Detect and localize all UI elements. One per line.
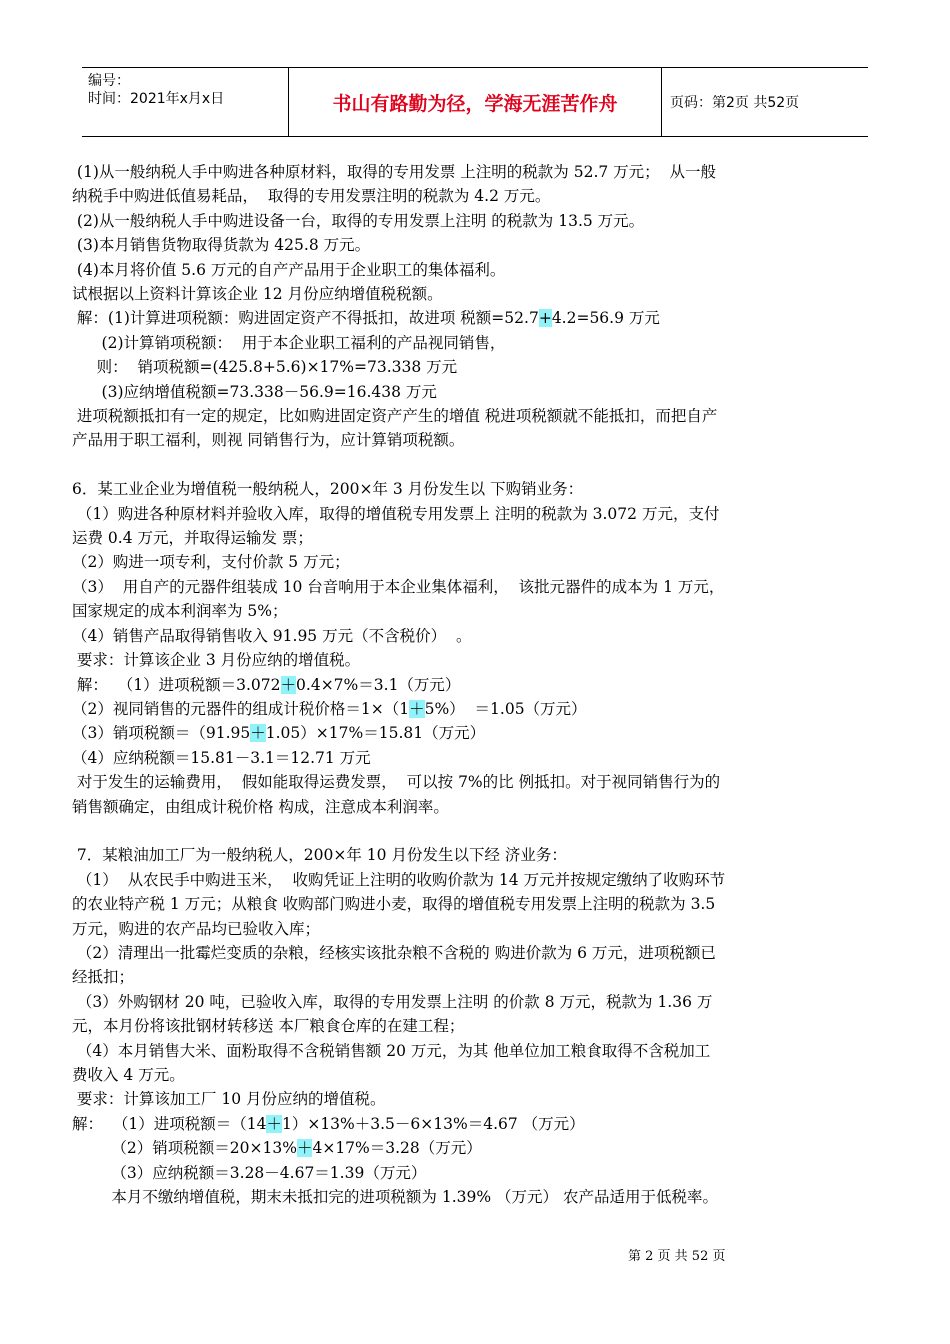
text-line: （2）购进一项专利，支付价款 5 万元； <box>72 553 350 572</box>
text-line: (3)应纳增值税额=73.338－56.9=16.438 万元 <box>72 382 437 401</box>
text-segment: （2）视同销售的元器件的组成计税价格＝1×（1 <box>72 699 410 718</box>
text-line <box>72 306 882 330</box>
text-line <box>72 1136 882 1160</box>
text-line: （3）应纳税额＝3.28－4.67＝1.39（万元） <box>72 1163 427 1182</box>
text-line: （4）销售产品取得销售收入 91.95 万元（不含税价） 。 <box>72 626 472 645</box>
paragraph-gap <box>72 819 882 843</box>
text-line: 则： 销项税额=(425.8+5.6)×17%=73.338 万元 <box>72 358 458 377</box>
text-line: （4）应纳税额＝15.81－3.1＝12.71 万元 <box>72 748 371 767</box>
highlighted-plus-sign: ＋ <box>250 724 266 743</box>
text-segment: 解： （1）进项税额＝（14 <box>72 1114 267 1133</box>
page-footer: 第 2 页 共 52 页 <box>628 1249 726 1264</box>
text-line: (2)从一般纳税人手中购进设备一台，取得的专用发票上注明 的税款为 13.5 万元。 <box>72 211 645 230</box>
text-line: 费收入 4 万元。 <box>72 1066 185 1084</box>
text-line: 的农业特产税 1 万元；从粮食 收购部门购进小麦，取得的增值税专用发票上注明的税款为 3.5 <box>72 895 716 914</box>
text-line: (1)从一般纳税人手中购进各种原材料，取得的专用发票 上注明的税款为 52.7 万元； 从一般 <box>72 163 717 181</box>
text-line: 销售额确定，由组成计税价格 构成，注意成本利润率。 <box>72 797 449 816</box>
text-segment: 0.4×7%＝3.1（万元） <box>296 675 461 694</box>
text-segment: 1.05）×17%＝15.81（万元） <box>265 724 486 743</box>
text-line <box>72 721 882 745</box>
header-table <box>82 67 868 137</box>
text-segment: 5%） ＝1.05（万元） <box>424 699 587 718</box>
text-line <box>72 697 882 721</box>
text-line: 试根据以上资料计算该企业 12 月份应纳增值税税额。 <box>72 285 443 304</box>
document-body <box>72 160 882 1209</box>
doc-time-label: 时间：2021年x月x日 <box>88 91 225 107</box>
text-line: 经抵扣； <box>72 968 135 987</box>
text-line <box>72 1112 882 1136</box>
highlighted-plus-sign: ＋ <box>296 1139 313 1158</box>
highlighted-plus-sign: ＋ <box>280 675 297 694</box>
text-line: （3） 用自产的元器件组装成 10 台音响用于本企业集体福利， 该批元器件的成本为 1 万元， <box>72 577 725 596</box>
text-line: 元，本月份将该批钢材转移送 本厂粮食仓库的在建工程； <box>72 1017 465 1036</box>
header-info <box>82 68 288 136</box>
text-segment: 解： （1）进项税额＝3.072 <box>72 675 281 694</box>
text-line: 要求：计算该加工厂 10 月份应纳的增值税。 <box>72 1090 386 1109</box>
text-segment: （3）销项税额＝（91.95 <box>72 724 251 743</box>
text-line: 6．某工业企业为增值税一般纳税人，200×年 3 月份发生以 下购销业务： <box>72 480 584 499</box>
text-line: 产品用于职工福利，则视 同销售行为，应计算销项税额。 <box>72 431 465 450</box>
text-line: 国家规定的成本利润率为 5%； <box>72 602 288 621</box>
text-line: (2)计算销项税额： 用于本企业职工福利的产品视同销售， <box>72 333 506 352</box>
header-page-label: 页码：第2页 共52页 <box>670 95 800 111</box>
text-segment: 4×17%＝3.28（万元） <box>312 1139 482 1158</box>
highlighted-plus-sign: ＋ <box>409 699 425 718</box>
highlighted-plus-sign: + <box>538 309 552 328</box>
text-line: 万元，购进的农产品均已验收入库； <box>72 919 321 938</box>
header-motto: 书山有路勤为径，学海无涯苦作舟 <box>288 68 662 136</box>
text-segment: （2）销项税额＝20×13% <box>72 1139 297 1158</box>
doc-number-label: 编号： <box>88 73 130 89</box>
text-line: 本月不缴纳增值税，期末未抵扣完的进项税额为 1.39% （万元） 农产品适用于低税率。 <box>72 1188 718 1207</box>
text-segment: 4.2=56.9 万元 <box>551 309 660 328</box>
text-line: 纳税手中购进低值易耗品， 取得的专用发票注明的税款为 4.2 万元。 <box>72 187 551 206</box>
text-line: 运费 0.4 万元，并取得运输发 票； <box>72 529 313 548</box>
text-line: 要求：计算该企业 3 月份应纳的增值税。 <box>72 651 361 670</box>
text-line: 7．某粮油加工厂为一般纳税人，200×年 10 月份发生以下经 济业务： <box>72 846 567 865</box>
text-line: (4)本月将价值 5.6 万元的自产产品用于企业职工的集体福利。 <box>72 260 506 279</box>
text-line <box>72 673 882 697</box>
text-line: 进项税额抵扣有一定的规定，比如购进固定资产产生的增值 税进项税额就不能抵扣，而把自产 <box>72 407 718 426</box>
text-line: （2）清理出一批霉烂变质的杂粮，经核实该批杂粮不含税的 购进价款为 6 万元，进项税额已 <box>72 943 716 962</box>
text-segment: 1）×13%＋3.5－6×13%＝4.67 （万元） <box>281 1114 585 1133</box>
paragraph-gap <box>72 453 882 477</box>
text-line: （4）本月销售大米、面粉取得不含税销售额 20 万元，为其 他单位加工粮食取得不含税加工 <box>72 1041 711 1060</box>
text-line: （1）购进各种原材料并验收入库，取得的增值税专用发票上 注明的税款为 3.072 万元，支付 <box>72 504 720 523</box>
text-segment: 解：(1)计算进项税额：购进固定资产不得抵扣，故进项 税额=52.7 <box>72 309 539 328</box>
text-line: (3)本月销售货物取得货款为 425.8 万元。 <box>72 236 371 255</box>
text-line: （1） 从农民手中购进玉米， 收购凭证上注明的收购价款为 14 万元并按规定缴纳了收购环节 <box>72 870 726 889</box>
text-line: 对于发生的运输费用， 假如能取得运费发票， 可以按 7%的比 例抵扣。对于视同销售行为的 <box>72 773 721 792</box>
highlighted-plus-sign: ＋ <box>266 1114 282 1133</box>
text-line: （3）外购钢材 20 吨，已验收入库，取得的专用发票上注明 的价款 8 万元，税款为 1.36 万 <box>72 992 713 1011</box>
